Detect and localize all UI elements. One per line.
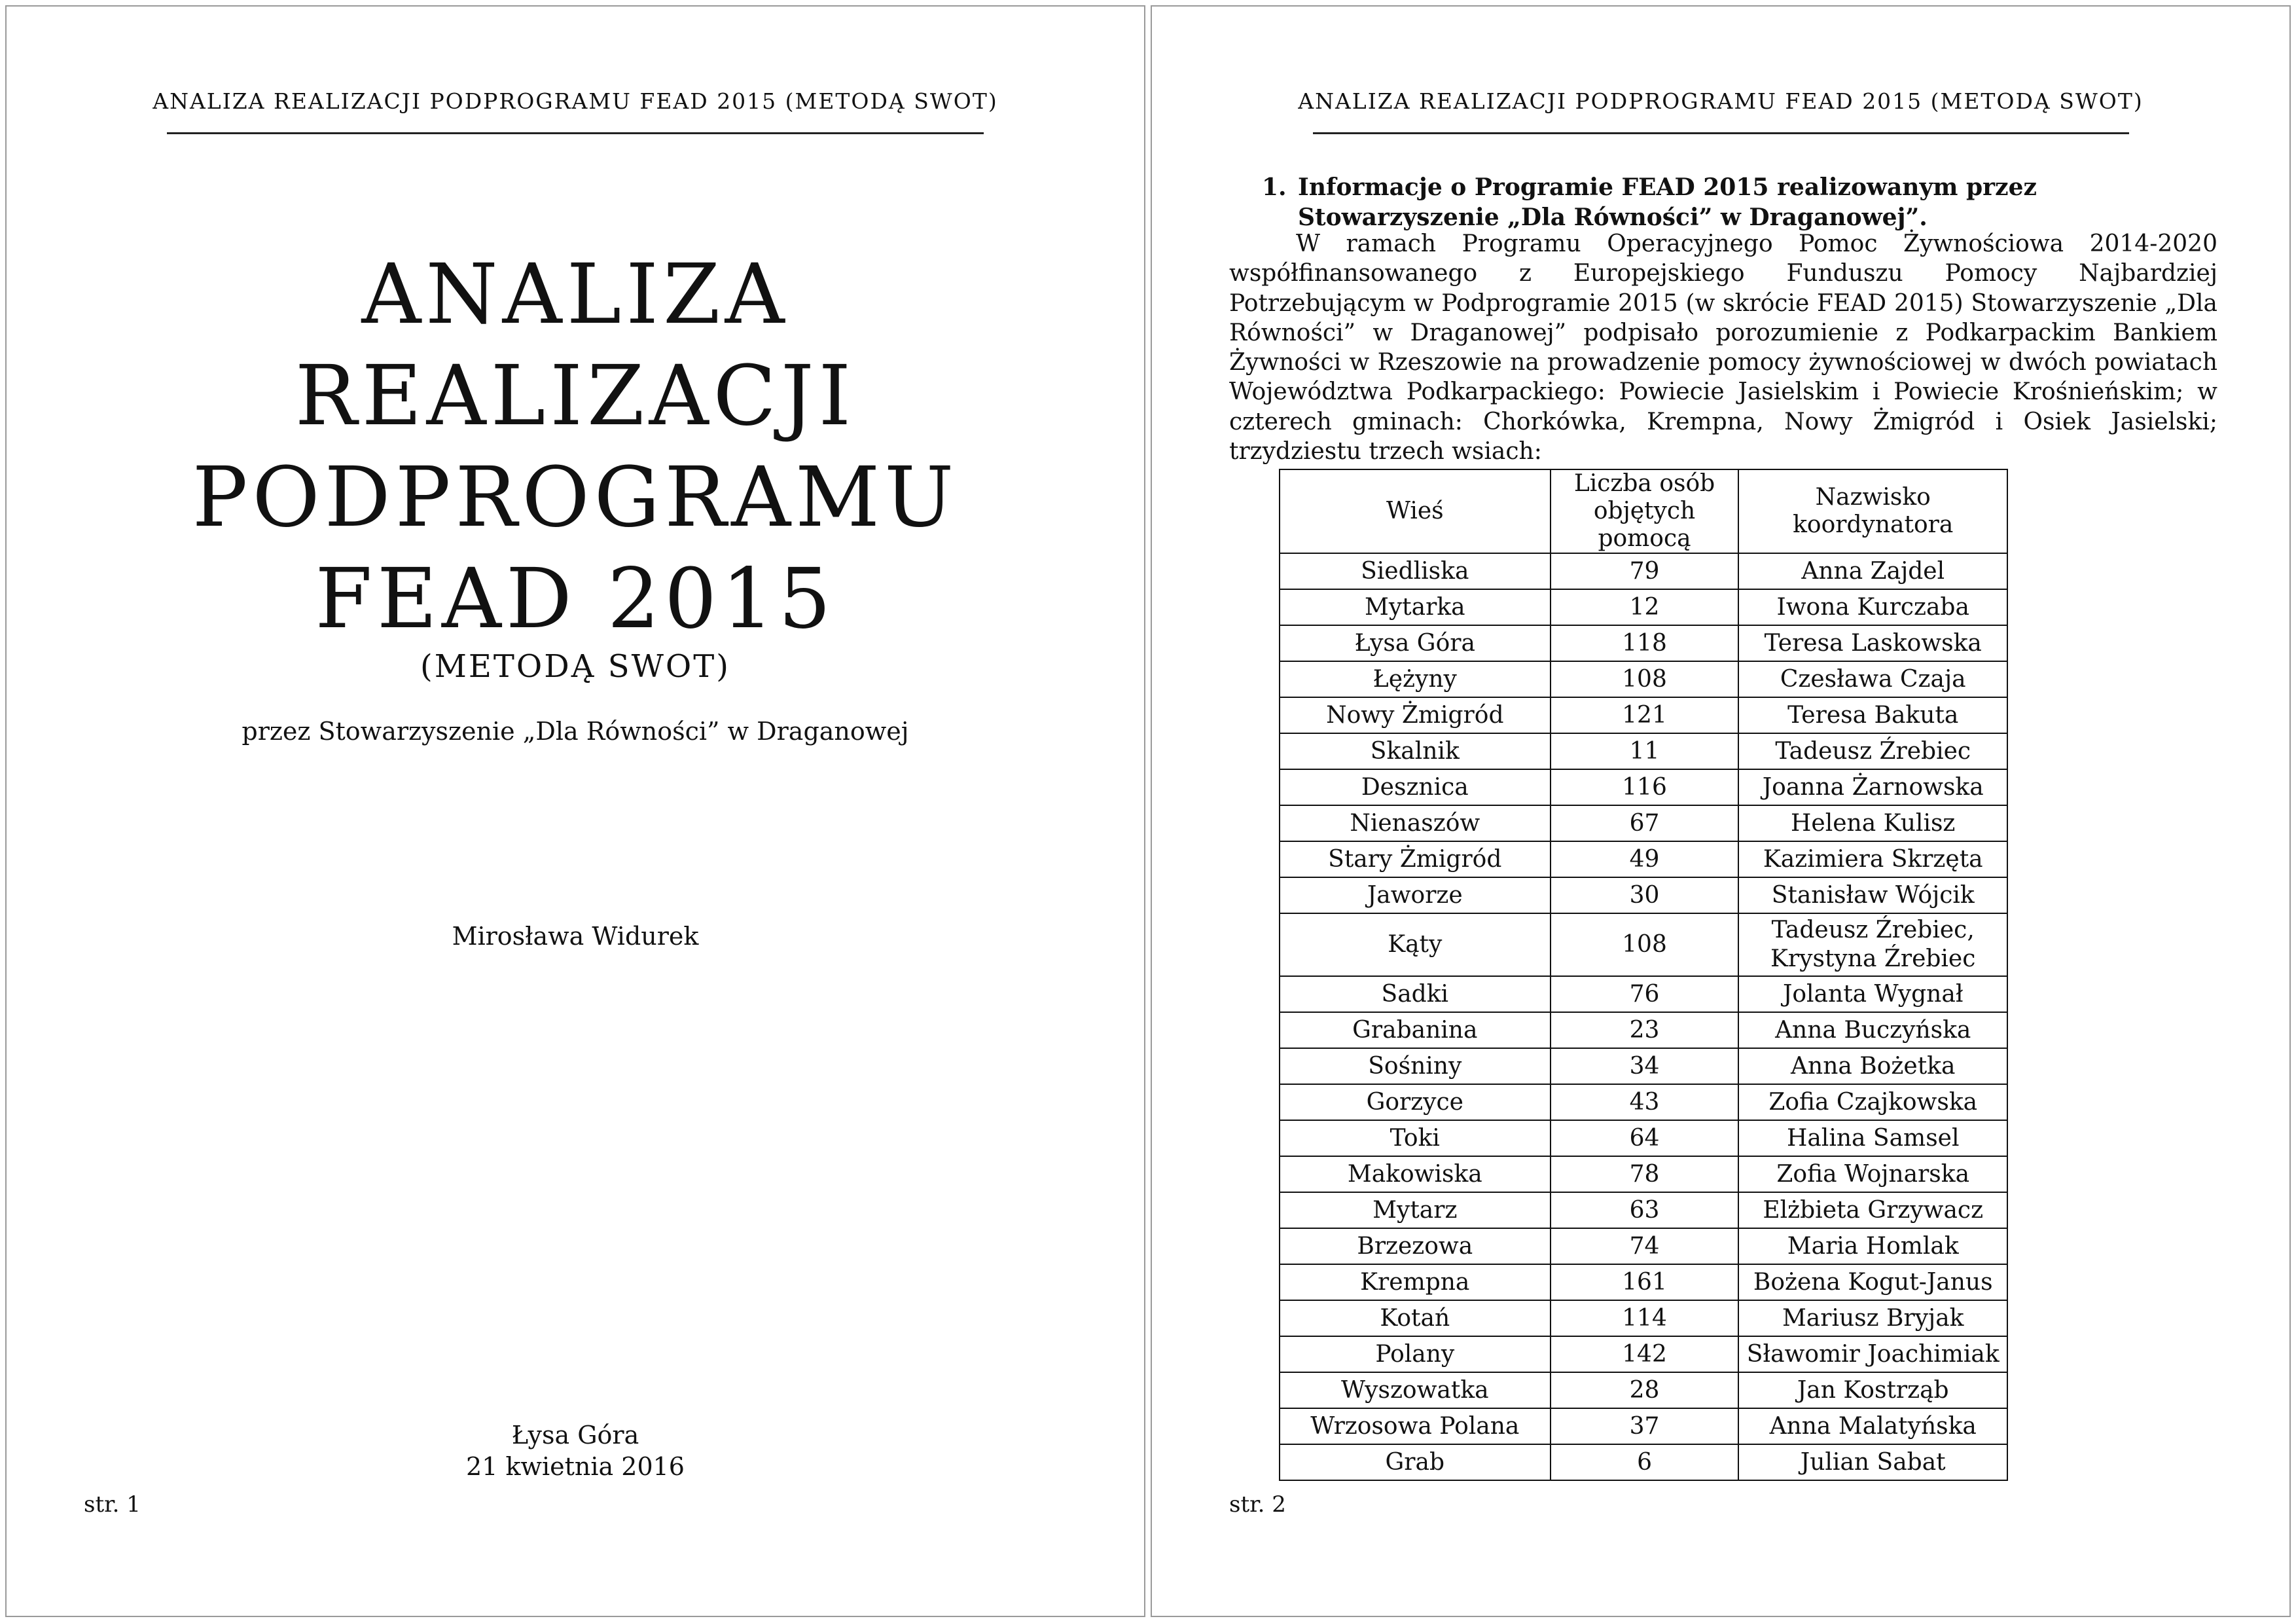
table-row <box>1280 661 2007 697</box>
cell-coordinator: Halina Samsel <box>1738 1120 2007 1156</box>
table-row <box>1280 769 2007 805</box>
table-row <box>1280 1300 2007 1336</box>
table-row <box>1280 1084 2007 1120</box>
cell-village: Sadki <box>1280 976 1551 1012</box>
place-date <box>7 1419 1144 1482</box>
cell-coordinator: Iwona Kurczaba <box>1738 589 2007 625</box>
page-number: str. 1 <box>84 1491 141 1518</box>
cell-coordinator: Anna Bożetka <box>1738 1048 2007 1084</box>
table-row <box>1280 553 2007 589</box>
cell-village: Makowiska <box>1280 1156 1551 1192</box>
cell-village: Nienaszów <box>1280 805 1551 841</box>
cell-count: 118 <box>1551 625 1739 661</box>
cell-count: 43 <box>1551 1084 1739 1120</box>
cell-count: 108 <box>1551 661 1739 697</box>
cell-count: 11 <box>1551 733 1739 769</box>
cell-village: Skalnik <box>1280 733 1551 769</box>
title-line: PODPROGRAMU <box>192 449 959 545</box>
cell-village: Gorzyce <box>1280 1084 1551 1120</box>
table-row <box>1280 1012 2007 1048</box>
table-row <box>1280 1264 2007 1300</box>
column-header-count: Liczba osób objętych pomocą <box>1551 469 1739 553</box>
table-row <box>1280 1120 2007 1156</box>
section-heading <box>1262 172 2217 232</box>
table-header-row <box>1280 469 2007 553</box>
cell-count: 12 <box>1551 589 1739 625</box>
date: 21 kwietnia 2016 <box>466 1452 685 1481</box>
table-row <box>1280 805 2007 841</box>
page-1 <box>5 5 1145 1617</box>
cell-count: 79 <box>1551 553 1739 589</box>
table-row <box>1280 1444 2007 1480</box>
cell-count: 114 <box>1551 1300 1739 1336</box>
column-header-coordinator: Nazwisko koordynatora <box>1738 469 2007 553</box>
cell-village: Kąty <box>1280 913 1551 976</box>
cell-village: Stary Żmigród <box>1280 841 1551 877</box>
running-header: ANALIZA REALIZACJI PODPROGRAMU FEAD 2015 (METODĄ SWOT) <box>152 88 998 114</box>
cell-count: 64 <box>1551 1120 1739 1156</box>
table-row <box>1280 1408 2007 1444</box>
cell-count: 74 <box>1551 1228 1739 1264</box>
cell-village: Kotań <box>1280 1300 1551 1336</box>
title-line: ANALIZA <box>361 246 789 342</box>
cell-coordinator: Julian Sabat <box>1738 1444 2007 1480</box>
cell-coordinator: Teresa Bakuta <box>1738 697 2007 733</box>
title-line: REALIZACJI <box>295 348 856 444</box>
cell-village: Mytarka <box>1280 589 1551 625</box>
section-title: Informacje o Programie FEAD 2015 realizowanym przez Stowarzyszenie „Dla Równości” w Draganowej”. <box>1298 173 2037 231</box>
cell-village: Siedliska <box>1280 553 1551 589</box>
cell-coordinator: Anna Zajdel <box>1738 553 2007 589</box>
body-paragraph: W ramach Programu Operacyjnego Pomoc Żywnościowa 2014-2020 współfinansowanego z Europejskiego Funduszu Pomocy Najbardziej Potrzebującym w Podprogramie 2015 (w skrócie FEAD 2015) Stowarzyszenie „Dla Równości” w Draganowej” podpisało porozumienie z Podkarpackim Bankiem Żywności w Rzeszowie na prowadzenie pomocy żywnościowej w dwóch powiatach Województwa Podkarpackiego: Powiecie Jasielskim i Powiecie Krośnieńskim; w czterech gminach: Chorkówka, Krempna, Nowy Żmigród i Osiek Jasielski; trzydziestu trzech wsiach: <box>1229 230 2217 465</box>
cell-count: 49 <box>1551 841 1739 877</box>
cell-village: Grabanina <box>1280 1012 1551 1048</box>
cell-coordinator: Kazimiera Skrzęta <box>1738 841 2007 877</box>
cell-coordinator: Stanisław Wójcik <box>1738 877 2007 913</box>
organization-line: przez Stowarzyszenie „Dla Równości” w Draganowej <box>242 717 909 746</box>
table-row <box>1280 1156 2007 1192</box>
cell-count: 116 <box>1551 769 1739 805</box>
table-body <box>1280 553 2007 1480</box>
cell-count: 67 <box>1551 805 1739 841</box>
author-name: Mirosława Widurek <box>452 922 699 951</box>
table-row <box>1280 1372 2007 1408</box>
section-number: 1. <box>1262 173 1287 201</box>
header-rule <box>167 132 984 134</box>
cell-village: Brzezowa <box>1280 1228 1551 1264</box>
cell-village: Desznica <box>1280 769 1551 805</box>
cell-count: 76 <box>1551 976 1739 1012</box>
cell-count: 30 <box>1551 877 1739 913</box>
cell-village: Polany <box>1280 1336 1551 1372</box>
table-row <box>1280 733 2007 769</box>
place: Łysa Góra <box>511 1421 639 1450</box>
cell-coordinator: Tadeusz Źrebiec, Krystyna Źrebiec <box>1738 913 2007 976</box>
cell-village: Sośniny <box>1280 1048 1551 1084</box>
table-row <box>1280 1192 2007 1228</box>
cell-coordinator: Zofia Czajkowska <box>1738 1084 2007 1120</box>
document-title <box>7 244 1144 649</box>
villages-table <box>1279 469 2008 1481</box>
cell-village: Mytarz <box>1280 1192 1551 1228</box>
cell-count: 23 <box>1551 1012 1739 1048</box>
cell-village: Jaworze <box>1280 877 1551 913</box>
table-row <box>1280 697 2007 733</box>
page-2 <box>1151 5 2291 1617</box>
cell-coordinator: Anna Malatyńska <box>1738 1408 2007 1444</box>
cell-coordinator: Bożena Kogut-Janus <box>1738 1264 2007 1300</box>
table-row <box>1280 877 2007 913</box>
cell-village: Łysa Góra <box>1280 625 1551 661</box>
table-row <box>1280 589 2007 625</box>
cell-count: 28 <box>1551 1372 1739 1408</box>
table-row <box>1280 976 2007 1012</box>
cell-coordinator: Czesława Czaja <box>1738 661 2007 697</box>
cell-count: 142 <box>1551 1336 1739 1372</box>
table-row <box>1280 1336 2007 1372</box>
cell-coordinator: Teresa Laskowska <box>1738 625 2007 661</box>
cell-village: Łężyny <box>1280 661 1551 697</box>
cell-village: Nowy Żmigród <box>1280 697 1551 733</box>
table-row <box>1280 913 2007 976</box>
cell-coordinator: Tadeusz Źrebiec <box>1738 733 2007 769</box>
table-row <box>1280 841 2007 877</box>
cell-village: Grab <box>1280 1444 1551 1480</box>
title-line: FEAD 2015 <box>315 551 836 647</box>
cell-coordinator: Sławomir Joachimiak <box>1738 1336 2007 1372</box>
cell-coordinator: Jan Kostrząb <box>1738 1372 2007 1408</box>
cell-village: Toki <box>1280 1120 1551 1156</box>
cell-coordinator: Maria Homlak <box>1738 1228 2007 1264</box>
table-row <box>1280 1228 2007 1264</box>
header-rule <box>1313 132 2129 134</box>
document-subtitle: (METODĄ SWOT) <box>420 648 730 685</box>
cell-count: 108 <box>1551 913 1739 976</box>
running-header: ANALIZA REALIZACJI PODPROGRAMU FEAD 2015 (METODĄ SWOT) <box>1298 88 2144 114</box>
table-row <box>1280 1048 2007 1084</box>
cell-village: Wyszowatka <box>1280 1372 1551 1408</box>
cell-count: 34 <box>1551 1048 1739 1084</box>
cell-count: 121 <box>1551 697 1739 733</box>
cell-village: Krempna <box>1280 1264 1551 1300</box>
cell-count: 63 <box>1551 1192 1739 1228</box>
table-row <box>1280 625 2007 661</box>
cell-village: Wrzosowa Polana <box>1280 1408 1551 1444</box>
cell-coordinator: Zofia Wojnarska <box>1738 1156 2007 1192</box>
cell-count: 37 <box>1551 1408 1739 1444</box>
page-number: str. 2 <box>1229 1491 1286 1518</box>
cell-count: 161 <box>1551 1264 1739 1300</box>
cell-coordinator: Elżbieta Grzywacz <box>1738 1192 2007 1228</box>
cell-coordinator: Helena Kulisz <box>1738 805 2007 841</box>
cell-coordinator: Joanna Żarnowska <box>1738 769 2007 805</box>
cell-coordinator: Mariusz Bryjak <box>1738 1300 2007 1336</box>
cell-coordinator: Jolanta Wygnał <box>1738 976 2007 1012</box>
column-header-village: Wieś <box>1280 469 1551 553</box>
cell-count: 78 <box>1551 1156 1739 1192</box>
cell-coordinator: Anna Buczyńska <box>1738 1012 2007 1048</box>
cell-count: 6 <box>1551 1444 1739 1480</box>
